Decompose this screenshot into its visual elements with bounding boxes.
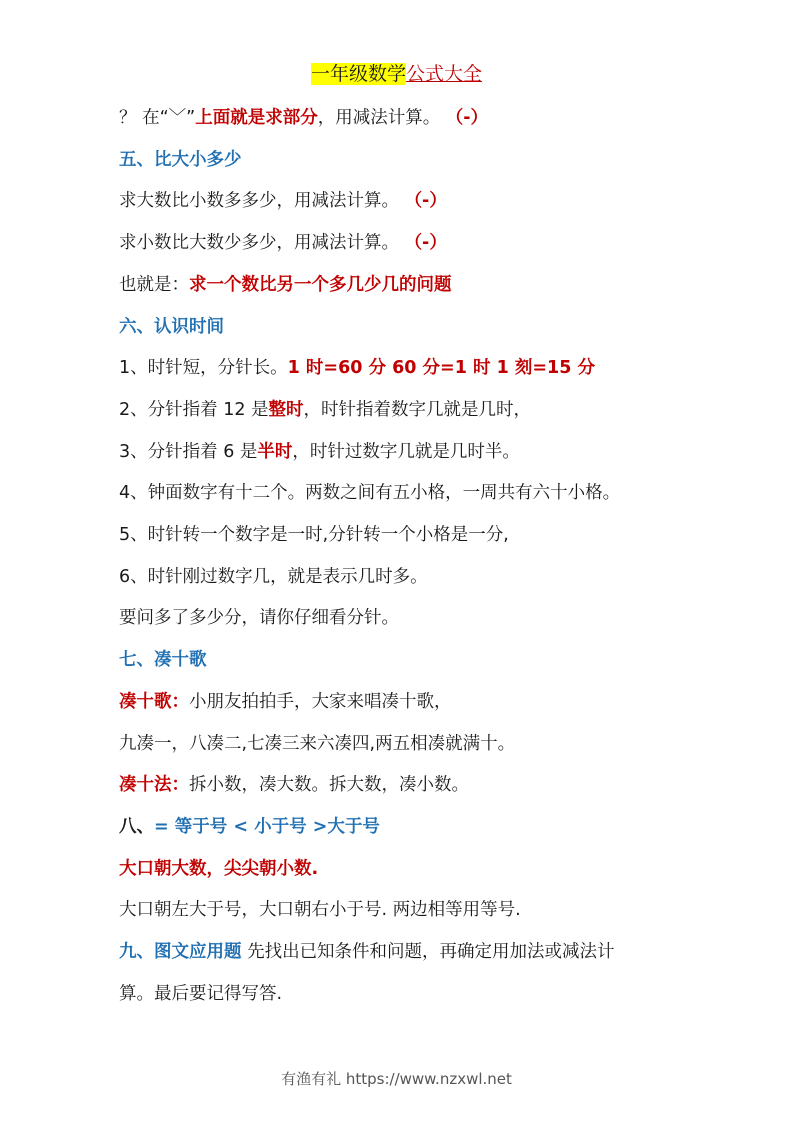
page-title (0, 60, 793, 88)
line-time-3 (119, 439, 520, 465)
section-heading-5: 五、比大小多少 (119, 150, 242, 170)
line-time-4: 4、钟面数字有十二个。两数之间有五小格，一周共有六十小格。 (119, 483, 621, 503)
text: ，时针过数字几就是几时半。 (292, 442, 520, 462)
text: 2、分针指着 12 是 (119, 400, 269, 420)
title-underlined: 公式大全 (406, 63, 483, 85)
text: 也就是： (119, 275, 189, 295)
section-heading-9: 九、图文应用题 (119, 942, 242, 962)
line-song-2: 九凑一，八凑二,七凑三来六凑四,两五相凑就满十。 (119, 734, 516, 754)
label: 凑十歌： (119, 692, 189, 712)
text: 先找出已知条件和问题，再确定用加法或减法计 (241, 942, 615, 962)
operator-mark: （-） (404, 233, 447, 253)
line-less-than (119, 230, 447, 256)
text: ，时针指着数字几就是几时， (303, 400, 532, 420)
line-part-subtraction (119, 105, 488, 131)
line-time-6: 6、时针刚过数字几，就是表示几时多。 (119, 567, 428, 587)
line-rule-emphasis: 大口朝大数，尖尖朝小数. (119, 859, 319, 879)
text: 求小数比大数少多少，用减法计算。 (119, 233, 405, 253)
line-more-than (119, 188, 447, 214)
emphasis: 整时 (268, 400, 304, 420)
page-footer: 有渔有礼 https://www.nzxwl.net (281, 1070, 512, 1088)
line-word-problem (119, 939, 615, 965)
text: 求大数比小数多多少，用减法计算。 (119, 191, 405, 211)
line-time-7: 要问多了多少分，请你仔细看分针。 (119, 608, 399, 628)
text: ？ 在“﹀” (119, 108, 196, 128)
text: ，用减法计算。 (317, 108, 446, 128)
text: 1、时针短，分针长。 (119, 358, 288, 378)
emphasis: 上面就是求部分 (195, 108, 318, 128)
operator-mark: （-） (404, 191, 447, 211)
text: 3、分针指着 6 是 (119, 442, 258, 462)
text: 小朋友拍拍手，大家来唱凑十歌， (189, 692, 452, 712)
line-method (119, 772, 469, 798)
emphasis: 半时 (257, 442, 293, 462)
text: 拆小数，凑大数。拆大数，凑小数。 (189, 775, 469, 795)
line-summary (119, 272, 452, 298)
line-time-2 (119, 397, 531, 423)
title-highlighted: 一年级数学 (310, 63, 406, 85)
line-word-problem-cont: 算。最后要记得写答. (119, 984, 283, 1004)
operator-mark: （-） (445, 108, 489, 128)
line-rule: 大口朝左大于号，大口朝右小于号. 两边相等用等号. (119, 900, 521, 920)
section-heading-6: 六、认识时间 (119, 317, 224, 337)
line-time-5: 5、时针转一个数字是一时,分针转一个小格是一分, (119, 525, 509, 545)
line-time-1 (119, 355, 595, 381)
symbols: = 等于号 < 小于号 >大于号 (154, 817, 380, 837)
section-heading-8 (119, 814, 380, 840)
emphasis: 1 时=60 分 60 分=1 时 1 刻=15 分 (287, 358, 595, 378)
section-number: 八、 (119, 817, 154, 837)
line-song-1 (119, 689, 452, 715)
label: 凑十法： (119, 775, 189, 795)
emphasis: 求一个数比另一个多几少几的问题 (189, 275, 452, 295)
section-heading-7: 七、凑十歌 (119, 650, 207, 670)
